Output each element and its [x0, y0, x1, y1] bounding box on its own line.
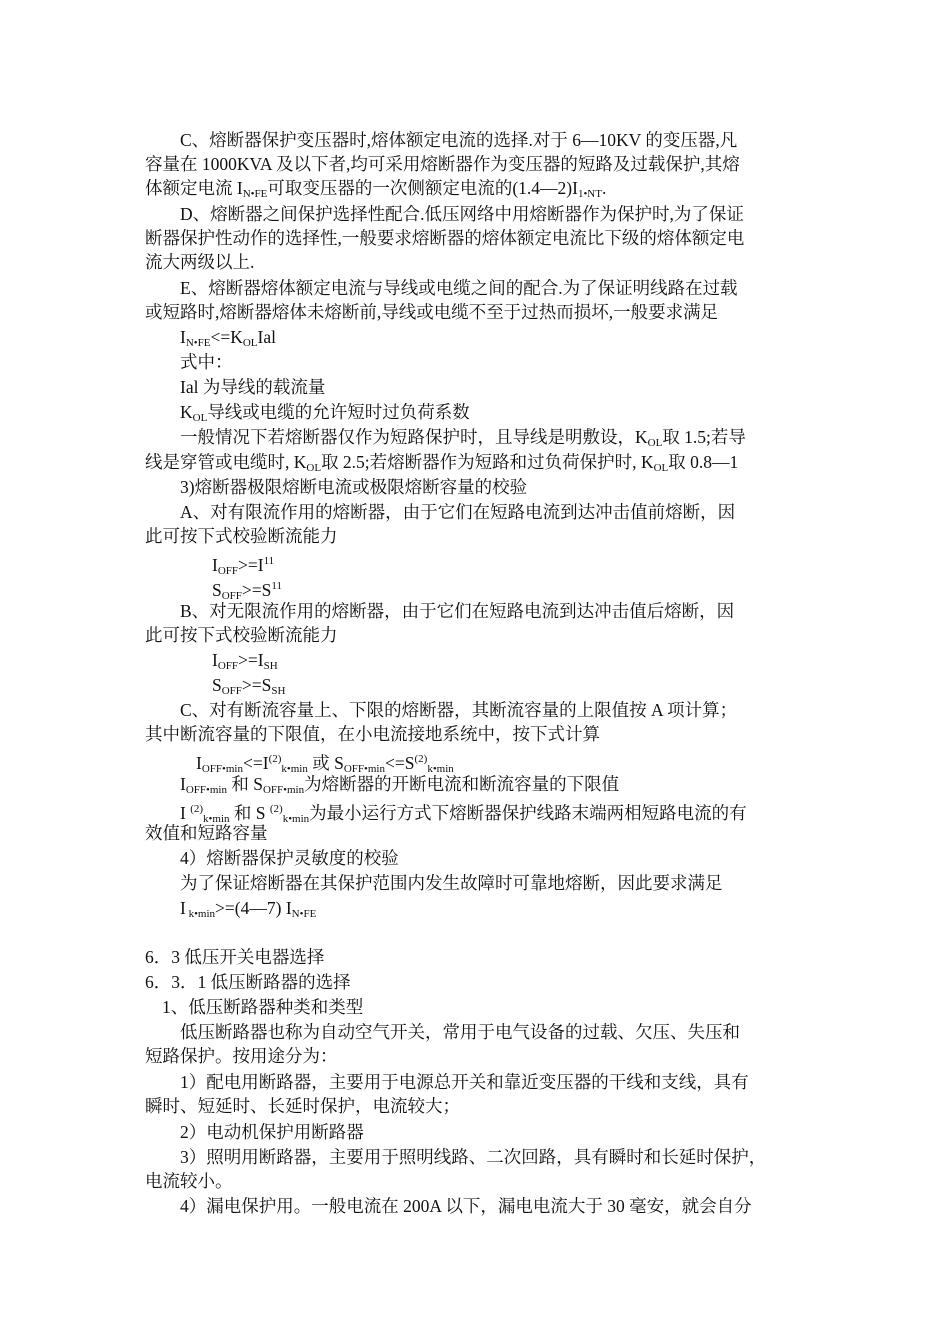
paragraph-line: 此可按下式校验断流能力: [145, 526, 338, 546]
paragraph-line: 流大两级以上.: [145, 252, 255, 272]
paragraph-line: C、对有断流容量上、下限的熔断器，其断流容量的上限值按 A 项计算；: [180, 700, 738, 720]
formula: $I_{OFF}>=I^{11}$: [212, 555, 275, 577]
paragraph-line: $K_{OL}$导线或电缆的允许短时过负荷系数: [180, 402, 470, 424]
paragraph-line: 其中断流容量的下限值，在小电流接地系统中，按下式计算: [145, 724, 600, 744]
paragraph-line: 1）配电用断路器，主要用于电源总开关和靠近变压器的干线和支线，具有: [180, 1072, 749, 1092]
paragraph-line: Ial 为导线的载流量: [180, 377, 326, 397]
paragraph-line: 瞬时、短延时、长延时保护，电流较大；: [145, 1096, 460, 1116]
section-heading: 6．3．1 低压断路器的选择: [145, 972, 351, 992]
paragraph-line: 效值和短路容量: [145, 823, 268, 843]
paragraph-line: 体额定电流 $I_{N•FE}$可取变压器的一次侧额定电流的$(1.4—2)I_{1•NT}$.: [145, 178, 607, 200]
paragraph-line: 或短路时,熔断器熔体未熔断前,导线或电缆不至于过热而损坏,一般要求满足: [145, 302, 719, 322]
paragraph-line: 短路保护。按用途分为：: [145, 1046, 338, 1066]
paragraph-line: 为了保证熔断器在其保护范围内发生故障时可靠地熔断，因此要求满足: [180, 873, 723, 893]
paragraph-line: 3)熔断器极限熔断电流或极限熔断容量的校验: [180, 477, 528, 497]
formula: $S_{OFF}>=S_{SH}$: [212, 675, 286, 697]
paragraph-line: 此可按下式校验断流能力: [145, 625, 338, 645]
paragraph-line: 式中：: [180, 352, 233, 372]
paragraph-line: 线是穿管或电缆时, $K_{OL}$取 2.5;若熔断器作为短路和过负荷保护时, $K_{OL}$取 0.8—1: [145, 452, 739, 474]
paragraph-line: B、对无限流作用的熔断器，由于它们在短路电流到达冲击值后熔断，因: [180, 601, 735, 621]
paragraph-line: 2）电动机保护用断路器: [180, 1122, 364, 1142]
paragraph-line: 低压断路器也称为自动空气开关，常用于电气设备的过载、欠压、失压和: [180, 1022, 740, 1042]
paragraph-line: $I_{OFF•min}$ 和 $S_{OFF•min}$为熔断器的开断电流和断流容量的下限值: [180, 774, 620, 796]
formula: $S_{OFF}>=S^{11}$: [212, 580, 282, 602]
paragraph-line: 4）熔断器保护灵敏度的校验: [180, 848, 399, 868]
paragraph-line: 断器保护性动作的选择性,一般要求熔断器的熔体额定电流比下级的熔体额定电: [145, 228, 745, 248]
paragraph-line: 容量在 1000KVA 及以下者,均可采用熔断器作为变压器的短路及过载保护,其熔: [145, 154, 740, 174]
section-heading: 6．3 低压开关电器选择: [145, 947, 325, 967]
paragraph-line: D、熔断器之间保护选择性配合.低压网络中用熔断器作为保护时,为了保证: [180, 204, 744, 224]
formula: $I_{N•FE}<=K_{OL}Ial$: [180, 327, 276, 349]
paragraph-line: A、对有限流作用的熔断器，由于它们在短路电流到达冲击值前熔断，因: [180, 502, 736, 522]
paragraph-line: I $^{(2)}_{k•min}$ 和 S $^{(2)}_{k•min}$为最小运行方式下熔断器保护线路末端两相短路电流的有: [180, 803, 747, 825]
section-heading: 1、低压断路器种类和类型: [162, 997, 364, 1017]
paragraph-line: 电流较小。: [145, 1171, 233, 1191]
formula: $I_{OFF}>=I_{SH}$: [212, 650, 278, 672]
paragraph-line: 4）漏电保护用。一般电流在 200A 以下，漏电电流大于 30 毫安，就会自分: [180, 1196, 752, 1216]
paragraph-line: C、熔断器保护变压器时,熔体额定电流的选择.对于 6—10KV 的变压器,凡: [180, 130, 738, 150]
paragraph-line: 3）照明用断路器，主要用于照明线路、二次回路，具有瞬时和长延时保护，: [180, 1147, 767, 1167]
paragraph-line: 一般情况下若熔断器仅作为短路保护时，且导线是明敷设，$K_{OL}$取 1.5;若导: [180, 427, 746, 449]
formula: I $_{k•min}$>=(4—7) $I_{N•FE}$: [180, 898, 317, 920]
paragraph-line: E、熔断器熔体额定电流与导线或电缆之间的配合.为了保证明线路在过载: [180, 278, 738, 298]
formula: $I_{OFF•min}<=I^{(2)}_{k•min}$ 或 $S_{OFF•min}<=S^{(2)}_{k•min}$: [196, 753, 454, 775]
